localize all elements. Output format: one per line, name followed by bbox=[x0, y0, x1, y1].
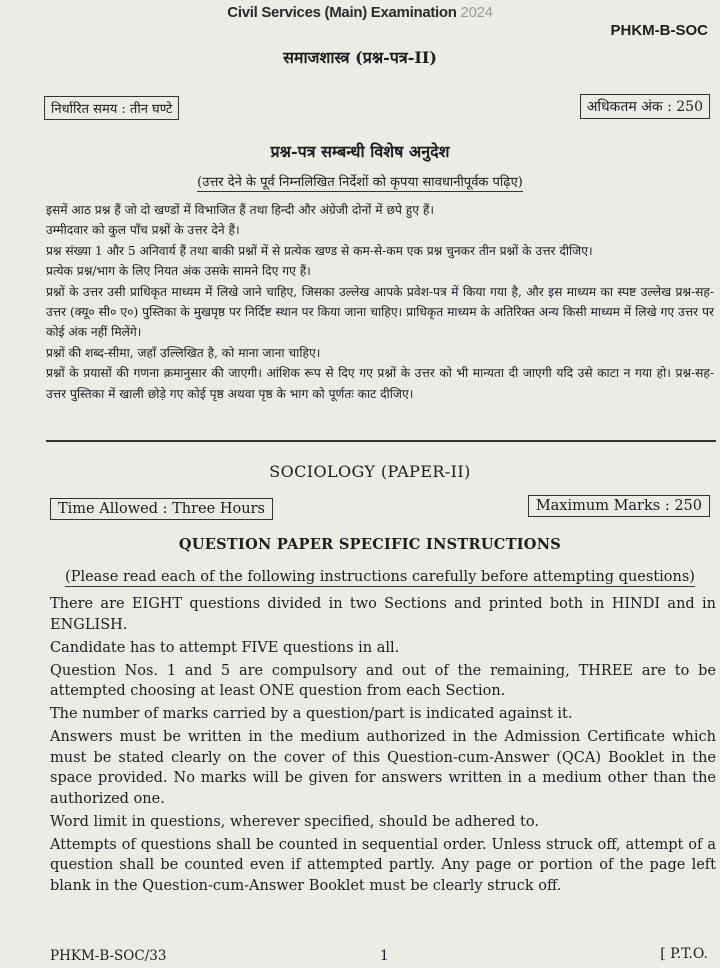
exam-banner bbox=[0, 4, 720, 21]
english-instruction: Word limit in questions, wherever specified, should be adhered to. bbox=[50, 813, 539, 830]
english-max-marks-box: Maximum Marks : 250 bbox=[528, 495, 710, 517]
hindi-instruction: प्रश्न संख्या 1 और 5 अनिवार्य हैं तथा बाकी प्रश्नों में से प्रत्येक खण्ड से कम-से-कम एक प्रश्न चुनकर तीन प्रश्नों के उत्तर दीजिए। bbox=[46, 243, 593, 258]
english-note-text: (Please read each of the following instructions carefully before attempting questions) bbox=[65, 569, 695, 585]
footer-page-number: 1 bbox=[380, 948, 389, 964]
hindi-instruction: प्रत्येक प्रश्न/भाग के लिए नियत अंक उसके सामने दिए गए हैं। bbox=[46, 264, 311, 279]
hindi-instructions-heading: प्रश्न-पत्र सम्बन्धी विशेष अनुदेश bbox=[270, 142, 450, 161]
paper-code-top: PHKM-B-SOC bbox=[610, 22, 708, 39]
footer-paper-code: PHKM-B-SOC/33 bbox=[50, 948, 167, 964]
english-instruction: There are EIGHT questions divided in two Sections and printed both in HINDI and in ENGLISH. bbox=[50, 596, 716, 633]
hindi-instruction: उम्मीदवार को कुल पाँच प्रश्नों के उत्तर देने हैं। bbox=[46, 223, 240, 238]
hindi-instruction: प्रश्नों के उत्तर उसी प्राधिकृत माध्यम में लिखे जाने चाहिए, जिसका उल्लेख आपके प्रवेश-पत्र में किया गया है, और इस माध्यम का स्पष्ट उल्लेख प्रश्न-सह-उत्तर (क्यू० सी० ए०) पुस्तिका के मुखपृष्ठ पर निर्दिष्ट स्थान पर किया जाना चाहिए। प्राधिकृत माध्यम के अतिरिक्त अन्य किसी माध्यम में लिखे गए उत्तर पर कोई अंक नहीं मिलेंगे। bbox=[46, 284, 714, 340]
exam-year: 2024 bbox=[460, 4, 493, 21]
english-time-allowed-box: Time Allowed : Three Hours bbox=[50, 498, 273, 520]
english-instruction: Attempts of questions shall be counted in sequential order. Unless struck off, attempt of a question shall be counted even if attempted partly. Any page or portion of the page left blank in the Question-cum-Answer Booklet must be clearly struck off. bbox=[50, 836, 716, 895]
english-instruction: The number of marks carried by a question/part is indicated against it. bbox=[50, 706, 573, 723]
exam-name: Civil Services (Main) Examination bbox=[227, 4, 457, 21]
english-instructions-list bbox=[50, 594, 716, 899]
section-divider bbox=[46, 440, 716, 442]
hindi-instruction: प्रश्नों के प्रयासों की गणना क्रमानुसार की जाएगी। आंशिक रूप से दिए गए प्रश्नों के उत्तर को भी मान्यता दी जाएगी यदि उसे काटा न गया हो। प्रश्न-सह-उत्तर पुस्तिका में खाली छोड़े गए कोई पृष्ठ अथवा पृष्ठ के भाग को पूर्णतः काट दीजिए। bbox=[46, 366, 714, 401]
hindi-instructions-note bbox=[0, 172, 720, 190]
footer-pto: [ P.T.O. bbox=[660, 946, 708, 962]
hindi-subject-title: समाजशास्त्र (प्रश्न-पत्र-II) bbox=[283, 48, 437, 67]
english-instruction: Answers must be written in the medium authorized in the Admission Certificate which must be stated clearly on the cover of this Question-cum-Answer (QCA) Booklet in the space provided. No marks will be given for answers written in a medium other than the authorized one. bbox=[50, 729, 716, 807]
hindi-note-text: (उत्तर देने के पूर्व निम्नलिखित निर्देशों को कृपया सावधानीपूर्वक पढ़िए) bbox=[197, 175, 523, 190]
english-instructions-note bbox=[60, 569, 700, 585]
hindi-instruction: इसमें आठ प्रश्न हैं जो दो खण्डों में विभाजित हैं तथा हिन्दी और अंग्रेजी दोनों में छपे हुए हैं। bbox=[46, 203, 434, 217]
english-subject-title: SOCIOLOGY (PAPER-II) bbox=[269, 462, 471, 481]
english-instruction: Candidate has to attempt FIVE questions in all. bbox=[50, 639, 400, 656]
hindi-instructions-list bbox=[46, 200, 714, 404]
hindi-max-marks-box: अधिकतम अंक : 250 bbox=[580, 94, 710, 119]
hindi-instruction: प्रश्नों की शब्द-सीमा, जहाँ उल्लिखित है, को माना जाना चाहिए। bbox=[46, 345, 321, 360]
english-instruction: Question Nos. 1 and 5 are compulsory and out of the remaining, THREE are to be attempted choosing at least ONE question from each Section. bbox=[50, 662, 716, 700]
hindi-time-allowed-box: निर्धारित समय : तीन घण्टे bbox=[44, 96, 179, 120]
english-instructions-heading: QUESTION PAPER SPECIFIC INSTRUCTIONS bbox=[178, 536, 562, 553]
